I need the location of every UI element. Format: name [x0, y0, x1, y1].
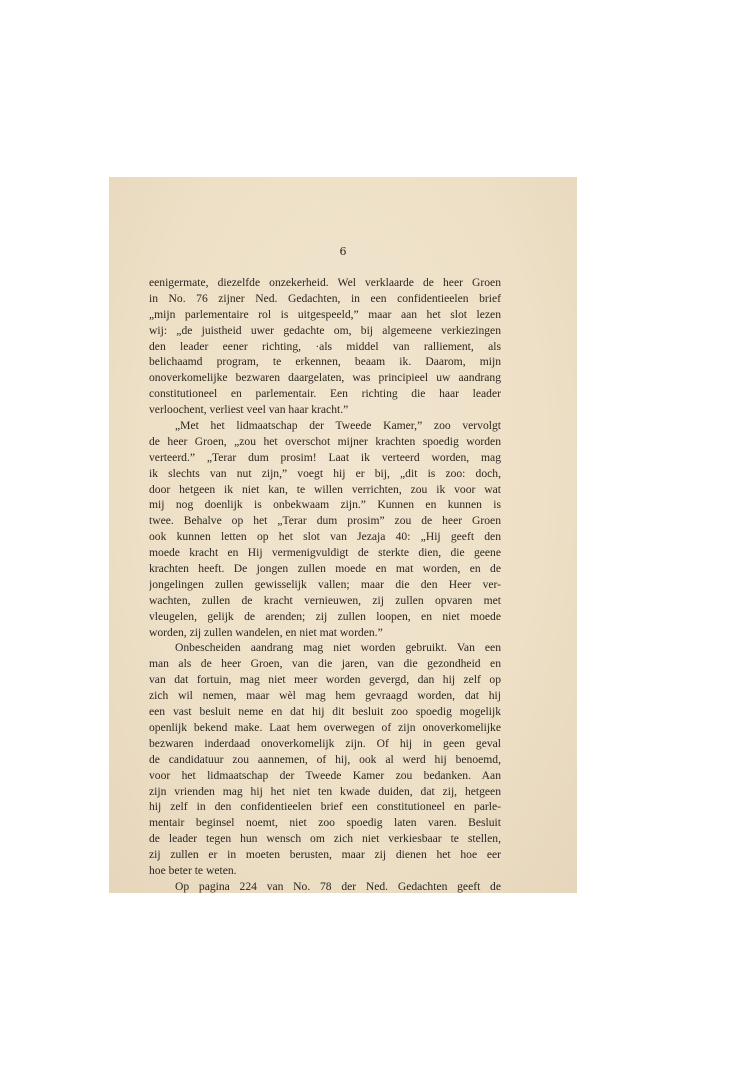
text-line: onoverkomelijke bezwaren daargelaten, was principieel uw aandrang	[149, 371, 501, 385]
text-line: in No. 76 zijner Ned. Gedachten, in een confidentieelen brief	[149, 291, 501, 305]
text-line: verloochent, verliest veel van haar kracht.”	[149, 403, 349, 417]
text-line: worden, zij zullen wandelen, en niet mat worden.”	[149, 625, 383, 639]
text-line: zijn vrienden mag hij het niet ten kwade duiden, dat zij, hetgeen	[149, 784, 501, 798]
text-line: eenigermate, diezelfde onzekerheid. Wel verklaarde de heer Groen	[149, 276, 501, 289]
text-line: wij: „de juistheid uwer gedachte om, bij algemeene verkiezingen	[149, 323, 501, 337]
text-line: constitutioneel en parlementair. Een richting die haar leader	[149, 387, 501, 401]
body-text	[149, 275, 501, 895]
text-line: bezwaren inderdaad onoverkomelijk zijn. Of hij in geen geval	[149, 736, 501, 750]
text-line: hij zelf in den confidentieelen brief een constitutioneel en parle-	[149, 800, 501, 814]
text-line: „mijn parlementaire rol is uitgespeeld,” maar aan het slot lezen	[149, 307, 501, 321]
text-line: openlijk bekend make. Laat hem overwegen of zijn onoverkomelijke	[149, 720, 501, 734]
text-line: hoe beter te weten.	[149, 863, 237, 877]
text-line: een vast besluit neme en dat hij dit besluit zoo spoedig mogelijk	[149, 705, 501, 719]
scanned-page	[109, 177, 577, 893]
text-line: Onbescheiden aandrang mag niet worden gebruikt. Van een	[175, 641, 501, 655]
text-line: krachten heeft. De jongen zullen moede en mat worden, en de	[149, 562, 501, 576]
text-line: mentair beginsel noemt, niet zoo spoedig laten varen. Besluit	[149, 816, 501, 830]
text-line: Op pagina 224 van No. 78 der Ned. Gedachten geeft de	[175, 879, 501, 893]
text-line: belichaamd program, te erkennen, beaam ik. Daarom, mijn	[149, 355, 501, 369]
text-line: wachten, zullen de kracht vernieuwen, zij zullen opvaren met	[149, 593, 501, 607]
text-line: verteerd.” „Terar dum prosim! Laat ik verteerd worden, mag	[149, 450, 501, 464]
text-line: zij zullen er in moeten berusten, maar zij dienen het hoe eer	[149, 848, 501, 862]
text-line: voor het lidmaatschap der Tweede Kamer zou bedanken. Aan	[149, 768, 501, 782]
text-line: „Met het lidmaatschap der Tweede Kamer,” zoo vervolgt	[175, 419, 501, 433]
text-line: den leader eener richting, ·als middel van ralliement, als	[149, 339, 501, 353]
text-line: de heer Groen, „zou het overschot mijner krachten spoedig worden	[149, 434, 501, 448]
page-number: 6	[339, 245, 347, 258]
text-line: ook kunnen letten op het slot van Jezaja 40: „Hij geeft den	[149, 530, 501, 544]
text-line: jongelingen zullen gewisselijk vallen; maar die den Heer ver-	[149, 577, 501, 591]
text-line: twee. Behalve op het „Terar dum prosim” zou de heer Groen	[149, 514, 501, 528]
text-line: de candidatuur zou aannemen, of hij, ook al werd hij benoemd,	[149, 752, 501, 766]
text-line: moede kracht en Hij vermenigvuldigt de sterkte dien, die geene	[149, 546, 501, 560]
text-line: vleugelen, gelijk de arenden; zij zullen loopen, en niet moede	[149, 609, 501, 623]
text-line: van dat fortuin, mag niet meer worden gevergd, dan hij zelf op	[149, 673, 501, 687]
text-line: mij nog doenlijk is onbekwaam zijn.” Kunnen en kunnen is	[149, 498, 501, 512]
text-line: man als de heer Groen, van die jaren, van die gezondheid en	[149, 657, 501, 671]
text-line: ik slechts van nut zijn,” voegt hij er bij, „dit is zoo: doch,	[149, 466, 501, 480]
text-line: de leader tegen hun wensch om zich niet verkiesbaar te stellen,	[149, 832, 501, 846]
text-line: door hetgeen ik niet kan, te willen verrichten, zou ik voor wat	[149, 482, 501, 496]
text-line: zich wil nemen, maar wèl mag hem gevraagd worden, dat hij	[149, 689, 501, 703]
